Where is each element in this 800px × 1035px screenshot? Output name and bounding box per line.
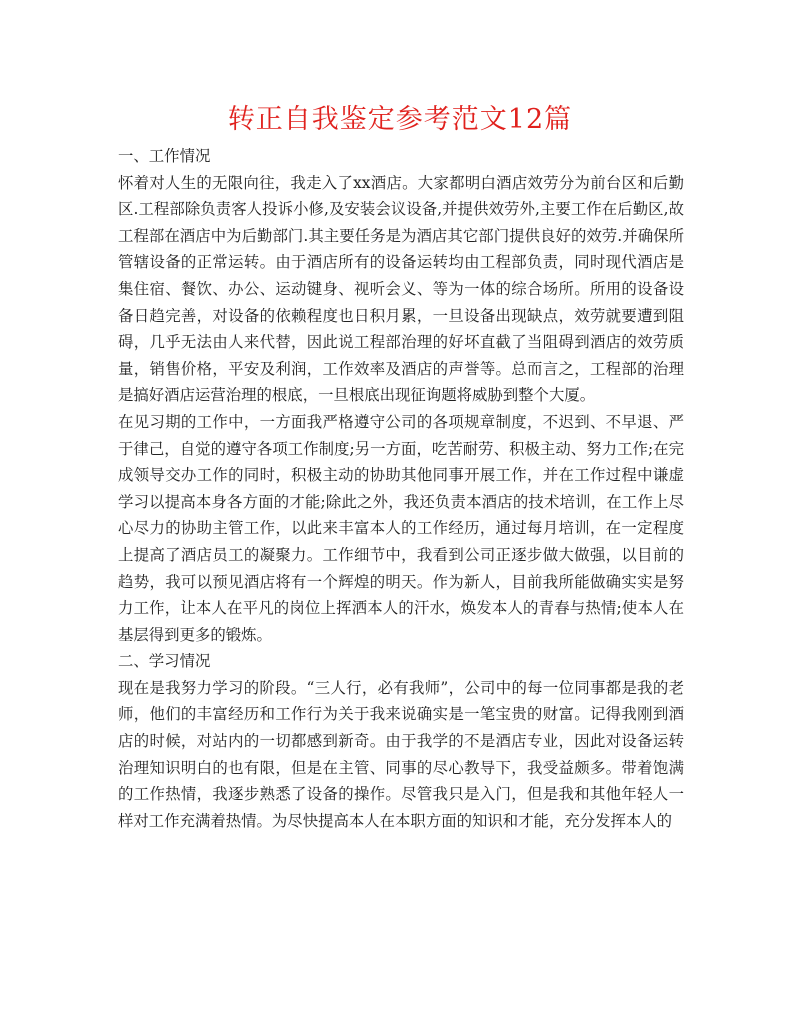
paragraph-work-probation: 在见习期的工作中，一方面我严格遵守公司的各项规章制度，不迟到、不早退、严于律己，自觉的遵守各项工作制度;另一方面，吃苦耐劳、积极主动、努力工作;在完成领导交办工作的同时，积极主动的协助其他同事开展工作，并在工作过程中谦虚学习以提高本身各方面的才能;除此之外，我还负责本酒店的技术培训，在工作上尽心尽力的协助主管工作，以此来丰富本人的工作经历，通过每月培训，在一定程度上提高了酒店员工的凝聚力。工作细节中，我看到公司正逐步做大做强，以目前的趋势，我可以预见酒店将有一个辉煌的明天。作为新人，目前我所能做确实实是努力工作，让本人在平凡的岗位上挥洒本人的汗水，焕发本人的青春与热情;使本人在基层得到更多的锻炼。 [118, 412, 684, 644]
section-heading-work: 一、工作情况 [118, 147, 211, 165]
document-body [118, 143, 684, 834]
paragraph-study: 现在是我努力学习的阶段。“三人行，必有我师”，公司中的每一位同事都是我的老师，他们的丰富经历和工作行为关于我来说确实是一笔宝贵的财富。记得我刚到酒店的时候，对站内的一切都感到新奇。由于我学的不是酒店专业，因此对设备运转治理知识明白的也有限，但是在主管、同事的尽心教导下，我受益颇多。带着饱满的工作热情，我逐步熟悉了设备的操作。尽管我只是入门，但是我和其他年轻人一样对工作充满着热情。为尽快提高本人在本职方面的知识和才能，充分发挥本人的 [118, 678, 684, 830]
paragraph-work-intro: 怀着对人生的无限向往，我走入了xx酒店。大家都明白酒店效劳分为前台区和后勤区.工程部除负责客人投诉小修,及安装会议设备,并提供效劳外,主要工作在后勤区,故工程部在酒店中为后勤部门.其主要任务是为酒店其它部门提供良好的效劳.并确保所管辖设备的正常运转。由于酒店所有的设备运转均由工程部负责，同时现代酒店是集住宿、餐饮、办公、运动键身、视听会义、等为一体的综合场所。所用的设备设备日趋完善，对设备的依赖程度也日积月累，一旦设备出现缺点，效劳就要遭到阻碍，几乎无法由人来代替，因此说工程部治理的好坏直截了当阻碍到酒店的效劳质量，销售价格，平安及利润，工作效率及酒店的声誉等。总而言之，工程部的治理是搞好酒店运营治理的根底，一旦根底出现征询题将威胁到整个大厦。 [118, 173, 684, 405]
section-heading-study: 二、学习情况 [118, 652, 211, 671]
document-title: 转正自我鉴定参考范文12篇 [227, 104, 573, 135]
